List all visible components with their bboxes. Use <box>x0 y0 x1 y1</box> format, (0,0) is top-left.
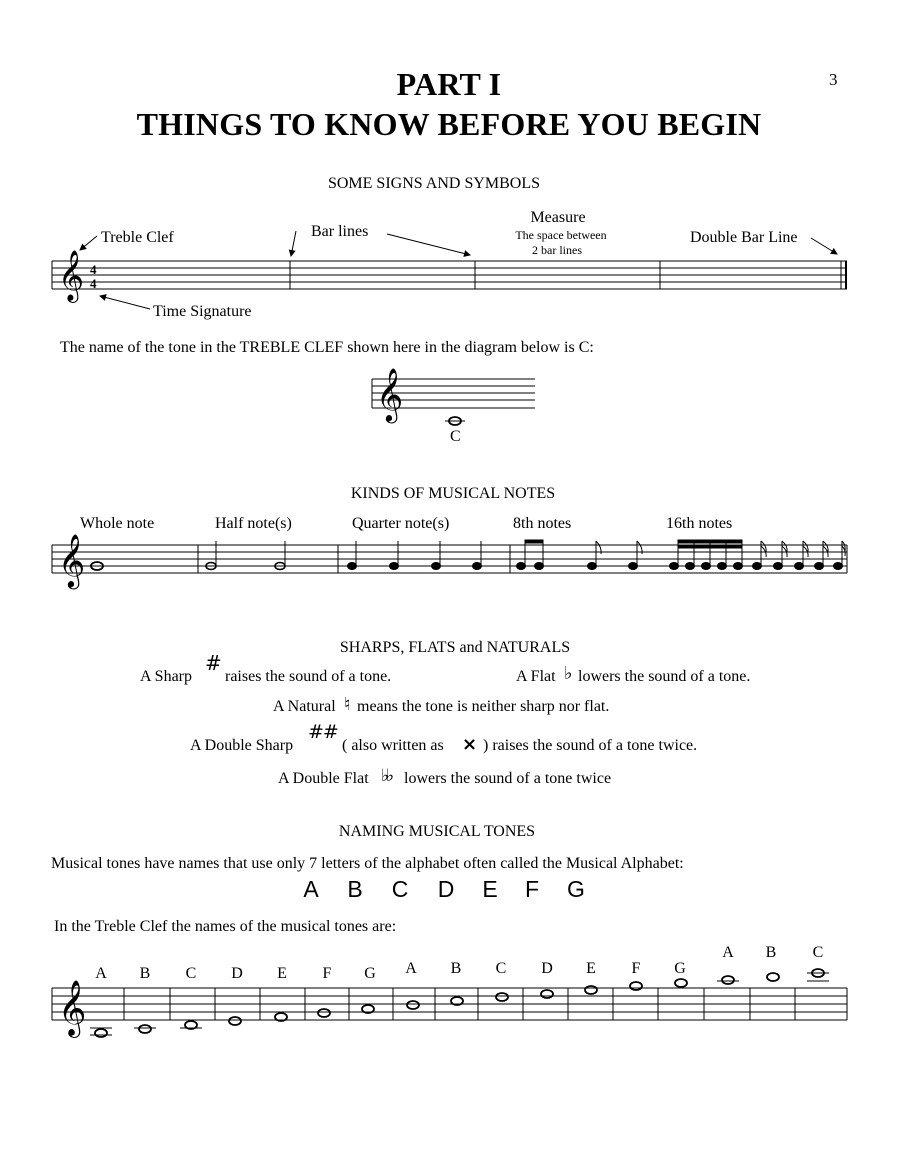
staff-note-kinds <box>52 545 847 573</box>
tone-label: D <box>541 960 553 977</box>
natural-icon: ♮ <box>344 694 351 715</box>
tone-label: A <box>95 965 107 982</box>
tone-label: C <box>812 944 824 961</box>
label-double-bar-line: Double Bar Line <box>690 229 798 246</box>
natural-text-pre: A Natural <box>273 698 336 715</box>
label-eighth-notes: 8th notes <box>513 515 572 532</box>
tone-label: E <box>586 960 596 977</box>
page-number: 3 <box>829 70 838 89</box>
page-title-line-2: THINGS TO KNOW BEFORE YOU BEGIN <box>136 106 762 142</box>
arrow-time-signature <box>100 296 150 309</box>
time-signature-bottom: 4 <box>90 276 97 291</box>
flat-icon: ♭ <box>564 663 573 684</box>
alphabet-letter: G <box>567 876 585 902</box>
arrow-bar-line-2 <box>387 234 470 255</box>
double-sharp-text-pre: A Double Sharp <box>190 737 294 754</box>
tone-label: F <box>322 965 332 982</box>
natural-text-post: means the tone is neither sharp nor flat. <box>357 698 610 715</box>
alphabet-letter: A <box>303 876 319 902</box>
section-heading-notes: KINDS OF MUSICAL NOTES <box>350 485 556 502</box>
alphabet-letter: C <box>391 876 409 902</box>
label-measure: Measure <box>530 209 586 226</box>
section-heading-accidentals: SHARPS, FLATS and NATURALS <box>339 639 571 656</box>
tone-label: G <box>674 960 686 977</box>
sixteenth-notes <box>670 540 846 570</box>
time-signature-top: 4 <box>90 262 97 277</box>
alphabet-letter: D <box>437 876 455 902</box>
tone-label: B <box>139 965 151 982</box>
label-sixteenth-notes: 16th notes <box>666 515 733 532</box>
double-sharp-text-post: ) raises the sound of a tone twice. <box>483 737 698 754</box>
flat-text-post: lowers the sound of a tone. <box>578 668 751 685</box>
double-sharp-text-mid: ( also written as <box>342 737 444 754</box>
section-heading-naming: NAMING MUSICAL TONES <box>338 823 536 840</box>
naming-intro-text: Musical tones have names that use only 7 letters of the alphabet often called the Musical Alphabet: <box>51 855 684 872</box>
tone-c-text: The name of the tone in the TREBLE CLEF shown here in the diagram below is C: <box>60 339 594 356</box>
treble-clef-icon: 𝄞 <box>376 367 404 421</box>
treble-clef-icon: 𝄞 <box>58 533 86 587</box>
page-title-line-1: PART I <box>396 66 502 102</box>
staff-tone-names <box>52 988 847 1020</box>
label-whole-note: Whole note <box>80 515 155 532</box>
double-sharp-icon: ## <box>308 721 338 743</box>
tone-label: E <box>277 965 287 982</box>
tone-label: F <box>631 960 641 977</box>
label-half-note: Half note(s) <box>215 515 292 532</box>
double-flat-text-pre: A Double Flat <box>278 770 369 787</box>
arrow-treble-clef <box>80 236 97 250</box>
double-flat-icon: ♭♭ <box>381 766 392 786</box>
tone-label: D <box>231 965 243 982</box>
section-heading-signs: SOME SIGNS AND SYMBOLS <box>327 175 541 192</box>
double-flat-text-post: lowers the sound of a tone twice <box>404 770 612 787</box>
alphabet-letter: E <box>482 876 498 902</box>
treble-clef-icon: 𝄞 <box>58 980 87 1036</box>
tone-label: G <box>364 965 376 982</box>
alphabet-letter: B <box>347 876 363 902</box>
label-quarter-note: Quarter note(s) <box>352 515 450 532</box>
tone-label: B <box>765 944 777 961</box>
arrow-double-bar <box>811 238 837 254</box>
tone-c-label: C <box>450 428 461 445</box>
treble-clef-icon: 𝄞 <box>58 250 85 301</box>
tone-notes <box>95 969 824 1037</box>
double-sharp-x-icon: × <box>462 734 478 755</box>
flat-text-pre: A Flat <box>516 668 556 685</box>
alphabet-letter: F <box>524 876 540 902</box>
sharp-text-post: raises the sound of a tone. <box>225 668 392 685</box>
eighth-notes <box>517 540 643 570</box>
label-measure-desc-2: 2 bar lines <box>532 243 582 257</box>
label-time-signature: Time Signature <box>153 303 252 320</box>
label-bar-lines: Bar lines <box>311 223 369 240</box>
treble-names-text: In the Treble Clef the names of the musical tones are: <box>54 918 397 935</box>
tone-label: C <box>185 965 197 982</box>
label-measure-desc-1: The space between <box>515 228 607 242</box>
tone-label: A <box>722 944 734 961</box>
sharp-text-pre: A Sharp <box>140 668 192 685</box>
arrow-bar-line-1 <box>291 231 296 256</box>
tone-label: A <box>405 960 417 977</box>
label-treble-clef: Treble Clef <box>101 229 174 246</box>
tone-label: B <box>450 960 462 977</box>
staff-signs <box>52 261 847 289</box>
tone-label: C <box>495 960 507 977</box>
sharp-icon: # <box>205 651 222 675</box>
